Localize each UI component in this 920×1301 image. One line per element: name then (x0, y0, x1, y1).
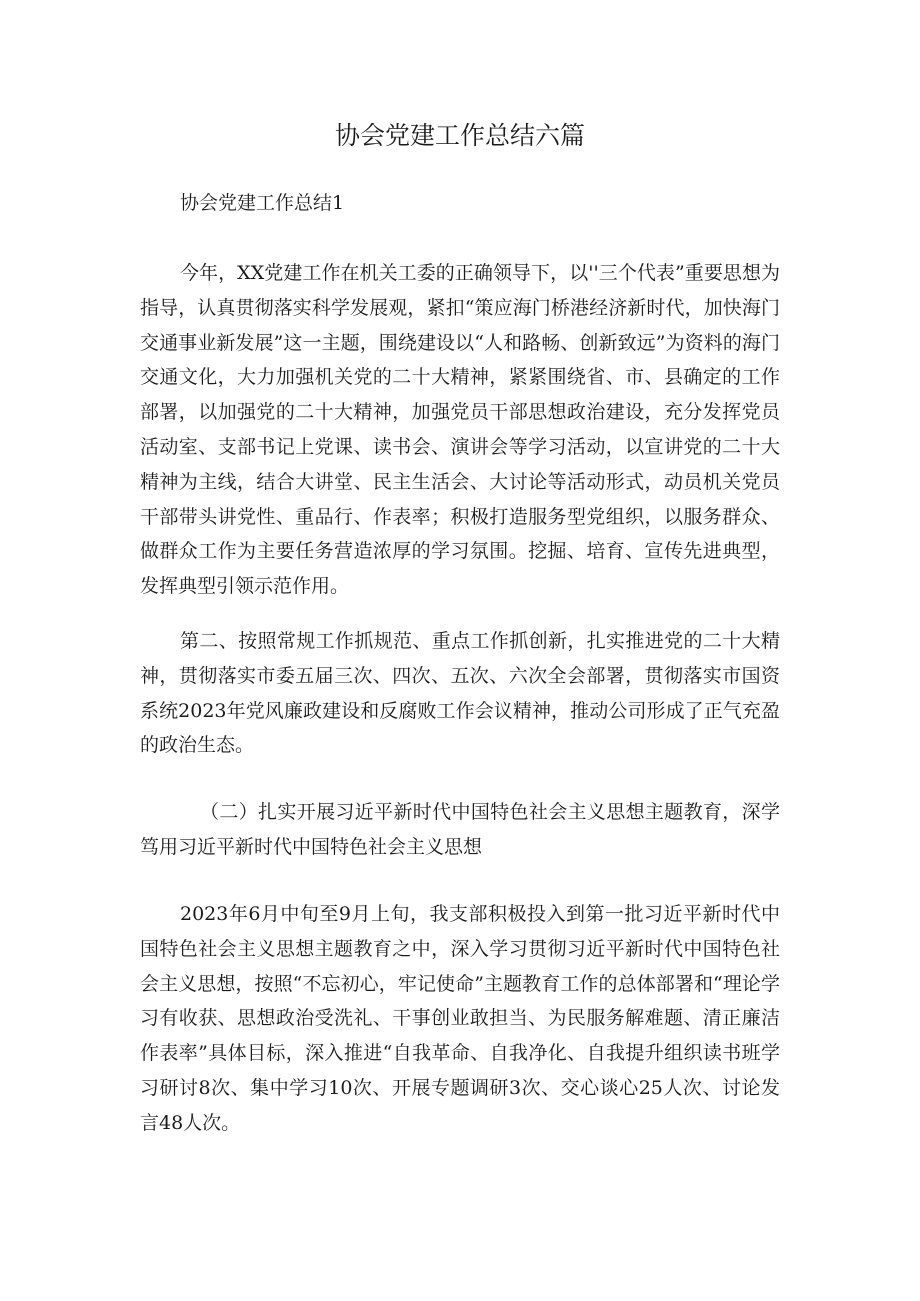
section-subtitle: 协会党建工作总结1 (180, 192, 345, 214)
paragraph-3: 2023年6月中旬至9月上旬，我支部积极投入到第一批习近平新时代中国特色社会主义思想主题教育之中，深入学习贯彻习近平新时代中国特色社会主义思想，按照“不忘初心，牢记使命”主题教育工作的总体部署和“理论学习有收获、思想政治受洗礼、干事创业敢担当、为民服务解难题、清正廉洁作表率”具体目标，深入推进“自我革命、自我净化、自我提升组织读书班学习研讨8次、集中学习10次、开展专题调研3次、交心谈心25人次、讨论发言48人次。 (140, 903, 780, 1134)
paragraph-1: 今年，XX党建工作在机关工委的正确领导下，以''三个代表”重要思想为指导，认真贯彻落实科学发展观，紧扣“策应海门桥港经济新时代，加快海门交通事业新发展”这一主题，围绕建设以“人和路畅、创新致远”为资料的海门交通文化，大力加强机关党的二十大精神，紧紧围绕省、市、县确定的工作部署，以加强党的二十大精神，加强党员干部思想政治建设，充分发挥党员活动室、支部书记上党课、读书会、演讲会等学习活动，以宣讲党的二十大精神为主线，结合大讲堂、民主生活会、大讨论等活动形式，动员机关党员干部带头讲党性、重品行、作表率；积极打造服务型党组织，以服务群众、做群众工作为主要任务营造浓厚的学习氛围。挖掘、培育、宣传先进典型，发挥典型引领示范作用。 (140, 262, 780, 598)
paragraph-2: 第二、按照常规工作抓规范、重点工作抓创新，扎实推进党的二十大精神，贯彻落实市委五届三次、四次、五次、六次全会部署，贯彻落实市国资系统2023年党风廉政建设和反腐败工作会议精神，推动公司形成了正气充盈的政治生态。 (140, 630, 780, 757)
document-title: 协会党建工作总结六篇 (334, 121, 585, 150)
section-heading-2: （二）扎实开展习近平新时代中国特色社会主义思想主题教育，深学笃用习近平新时代中国特色社会主义思想 (140, 801, 780, 858)
